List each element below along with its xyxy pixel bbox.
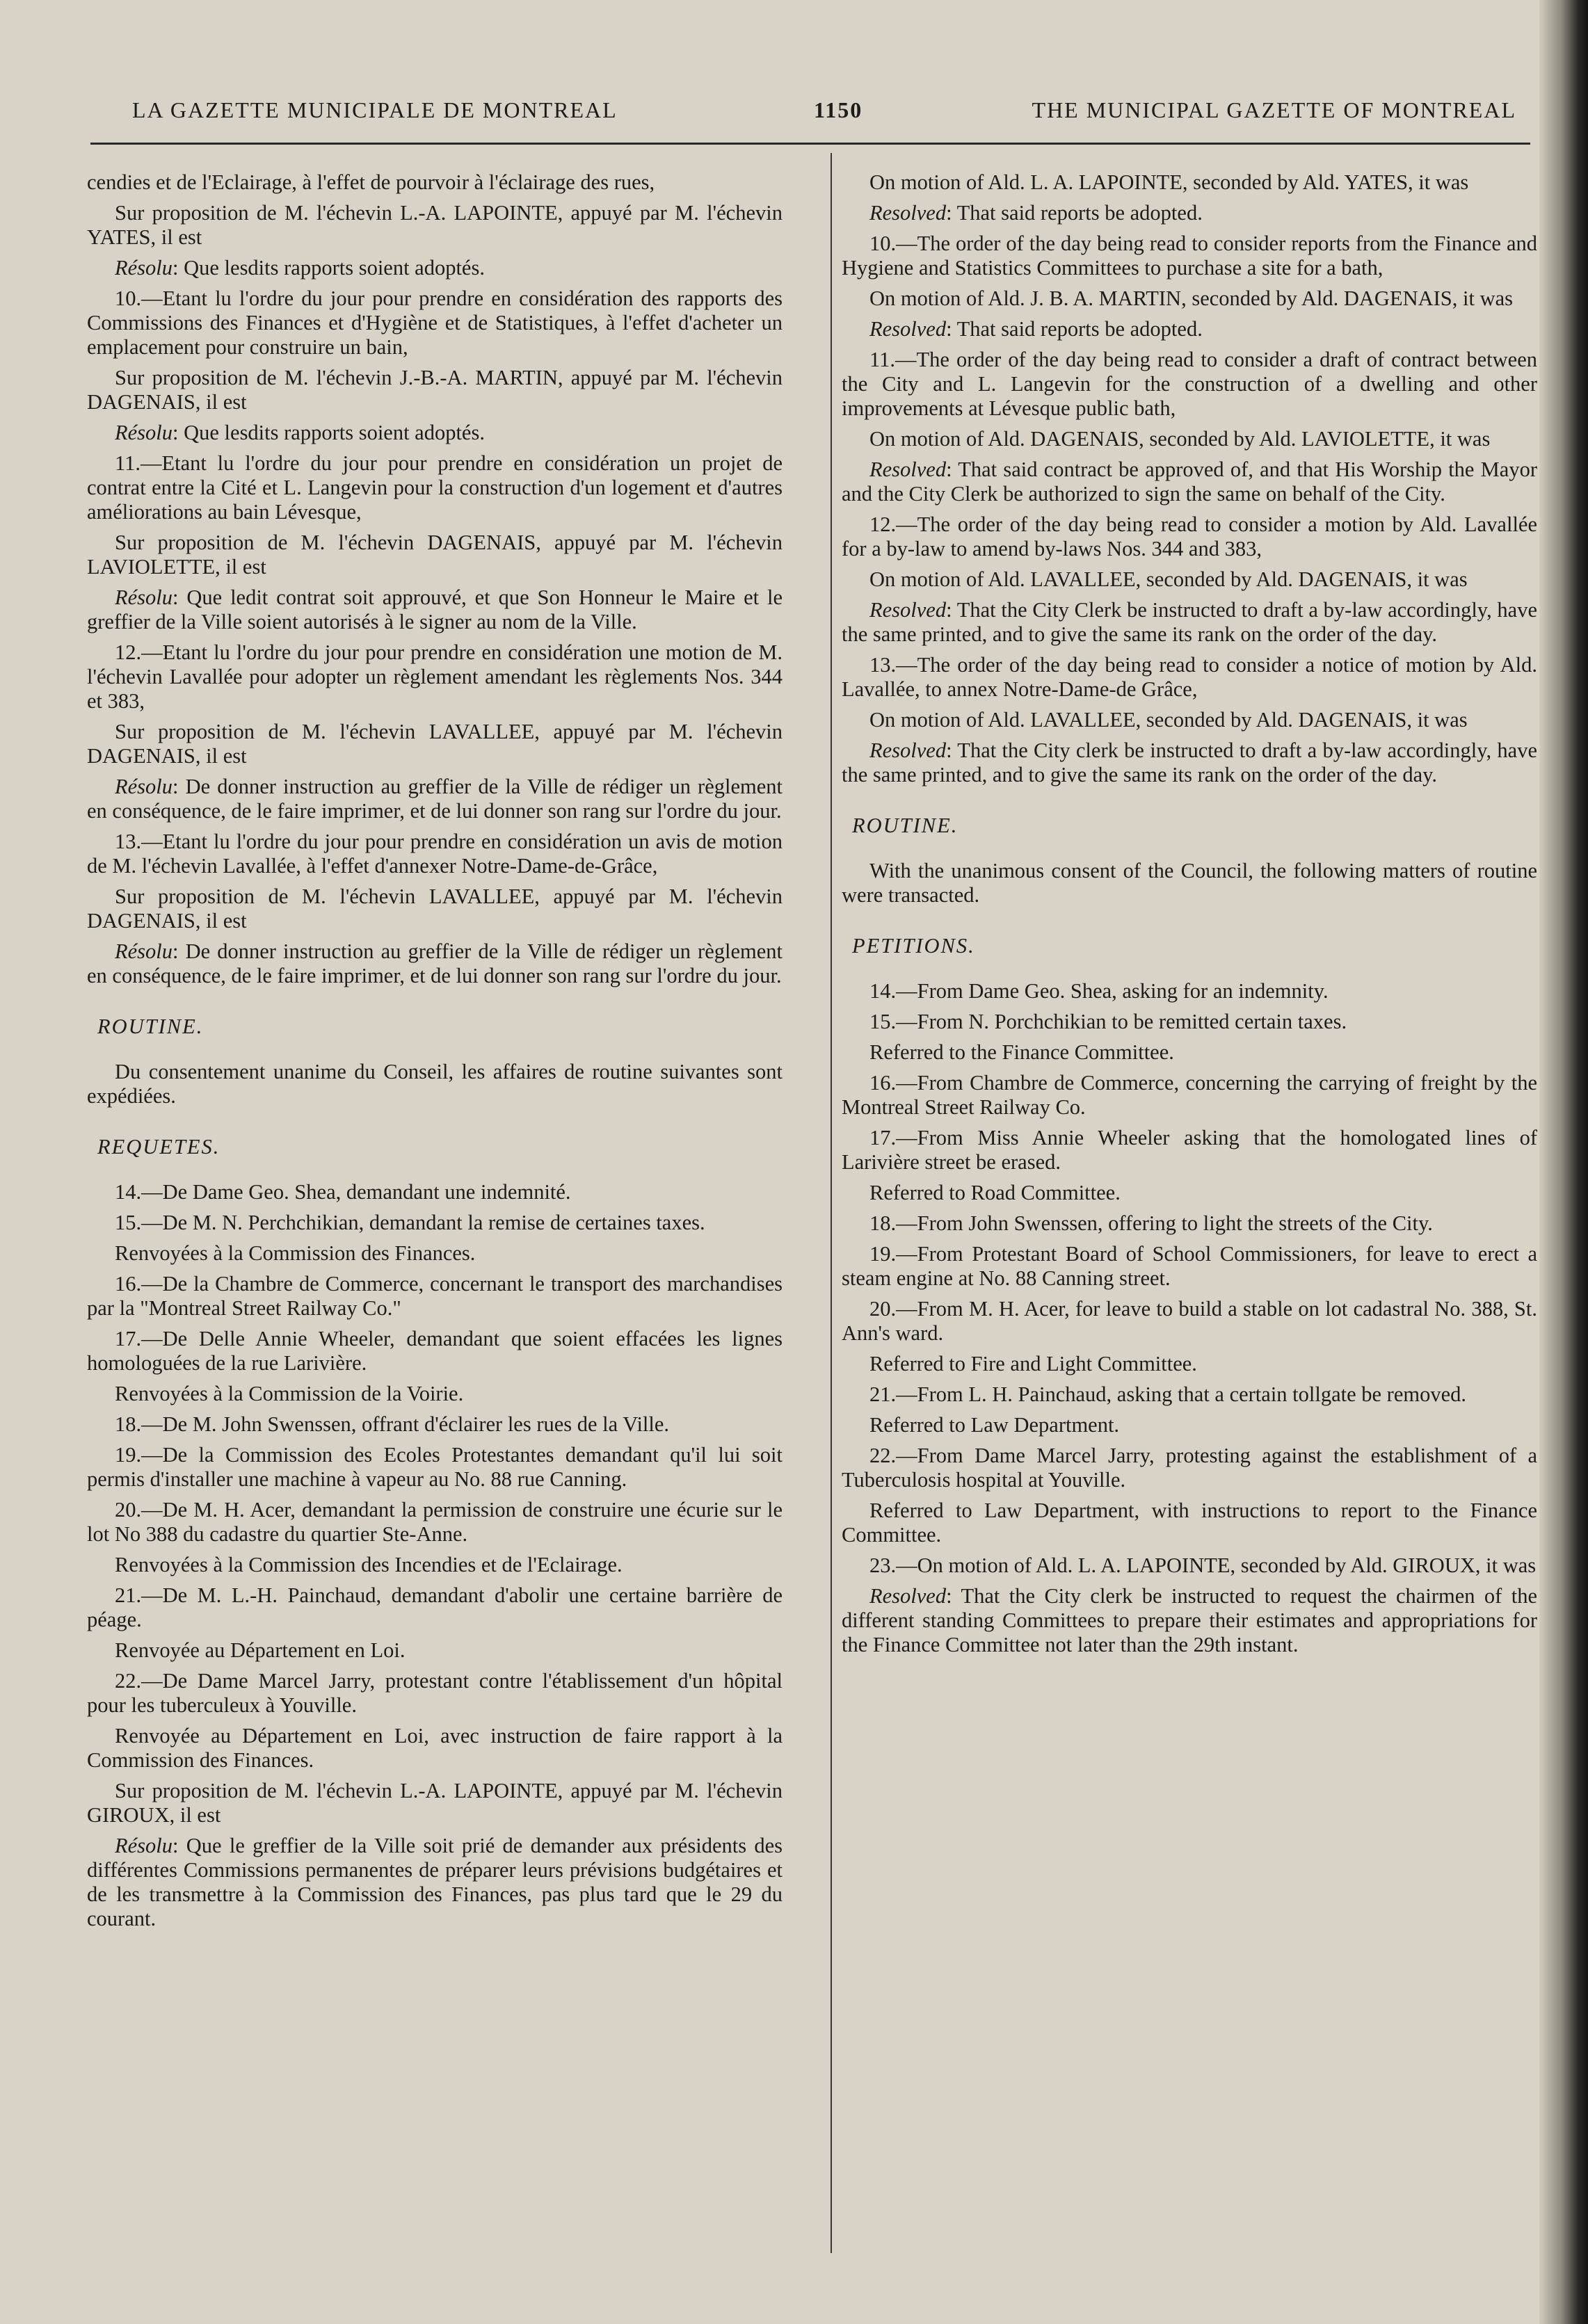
resolution-label: Resolved [869, 598, 947, 622]
header-french-title: LA GAZETTE MUNICIPALE DE MONTREAL [132, 97, 618, 122]
french-paragraph: 17.—De Delle Annie Wheeler, demandant que soient effacées les lignes homologuées de la rue Larivière. [87, 1327, 783, 1375]
english-paragraph: 22.—From Dame Marcel Jarry, protesting against the establishment of a Tuberculosis hospital at Youville. [842, 1444, 1537, 1492]
resolution-label: Résolu [115, 421, 173, 444]
resolution-label: Resolved [869, 201, 947, 225]
resolution-label: Resolved [869, 1584, 947, 1608]
english-section-heading: ROUTINE. [852, 814, 959, 837]
french-section-heading: ROUTINE. [97, 1015, 204, 1038]
english-paragraph: 20.—From M. H. Acer, for leave to build a stable on lot cadastral No. 388, St. Ann's ward. [842, 1297, 1537, 1345]
english-paragraph: 18.—From John Swenssen, offering to light the streets of the City. [869, 1211, 1433, 1235]
resolution-label: Resolved [869, 317, 947, 341]
book-spine-shadow [1539, 0, 1588, 2324]
english-paragraph: 12.—The order of the day being read to consider a motion by Ald. Lavallée for a by-law to amend by-laws Nos. 344 and 383, [842, 513, 1537, 560]
english-paragraph: 23.—On motion of Ald. L. A. LAPOINTE, seconded by Ald. GIROUX, it was [869, 1554, 1537, 1577]
english-paragraph: Referred to Law Department, with instructions to report to the Finance Committee. [842, 1499, 1537, 1547]
resolution-text: : Que lesdits rapports soient adoptés. [173, 256, 485, 280]
french-paragraph: Sur proposition de M. l'échevin J.-B.-A. MARTIN, appuyé par M. l'échevin DAGENAIS, il est [87, 366, 783, 414]
english-paragraph: 21.—From L. H. Painchaud, asking that a certain tollgate be removed. [869, 1382, 1467, 1406]
english-paragraph: 11.—The order of the day being read to consider a draft of contract between the City and L. Langevin for the construction of a dwelling and other improvements at Lévesque public bath, [842, 348, 1537, 420]
resolution-label: Résolu [115, 1834, 173, 1857]
english-paragraph: Referred to Law Department. [869, 1413, 1120, 1437]
french-paragraph: Renvoyées à la Commission de la Voirie. [115, 1382, 464, 1405]
resolution-text: : That said reports be adopted. [946, 317, 1203, 341]
french-paragraph: 16.—De la Chambre de Commerce, concernant le transport des marchandises par la "Montreal Street Railway Co." [87, 1272, 783, 1320]
french-paragraph: 14.—De Dame Geo. Shea, demandant une indemnité. [115, 1180, 571, 1204]
english-section-heading: PETITIONS. [852, 934, 975, 958]
french-resolution [87, 256, 783, 280]
resolution-text: : Que ledit contrat soit approuvé, et que Son Honneur le Maire et le greffier de la Ville soient autorisés à le signer au nom de la Ville. [87, 586, 783, 634]
english-paragraph: On motion of Ald. LAVALLEE, seconded by Ald. DAGENAIS, it was [869, 708, 1468, 732]
resolution-text: : De donner instruction au greffier de la Ville de rédiger un règlement en conséquence, de le faire imprimer, et de lui donner son rang sur l'ordre du jour. [87, 775, 783, 823]
french-paragraph: 13.—Etant lu l'ordre du jour pour prendre en considération un avis de motion de M. l'échevin Lavallée, à l'effet d'annexer Notre-Dame-de-Grâce, [87, 830, 783, 878]
french-paragraph: 20.—De M. H. Acer, demandant la permission de construire une écurie sur le lot No 388 du cadastre du quartier Ste-Anne. [87, 1498, 783, 1546]
resolution-text: : De donner instruction au greffier de la Ville de rédiger un règlement en conséquence, de le faire imprimer, et de lui donner son rang sur l'ordre du jour. [87, 939, 783, 987]
french-paragraph: 19.—De la Commission des Ecoles Protestantes demandant qu'il lui soit permis d'installer une machine à vapeur au No. 88 rue Canning. [87, 1443, 783, 1491]
header-rule [90, 143, 1530, 145]
french-paragraph: Sur proposition de M. l'échevin LAVALLEE, appuyé par M. l'échevin DAGENAIS, il est [87, 720, 783, 768]
resolution-text: : Que le greffier de la Ville soit prié de demander aux présidents des différentes Commissions permanentes de préparer leurs prévisions budgétaires et de les transmettre à la Commission des Finances, pas plus tard que le 29 du courant. [87, 1834, 783, 1930]
english-resolution [842, 739, 1537, 787]
english-column [842, 170, 1537, 1663]
english-paragraph: On motion of Ald. LAVALLEE, seconded by Ald. DAGENAIS, it was [869, 567, 1468, 591]
french-paragraph: Renvoyées à la Commission des Incendies et de l'Eclairage. [115, 1553, 623, 1576]
english-paragraph: 14.—From Dame Geo. Shea, asking for an indemnity. [869, 979, 1329, 1003]
french-paragraph: 21.—De M. L.-H. Painchaud, demandant d'abolir une certaine barrière de péage. [87, 1583, 783, 1631]
french-paragraph: Renvoyées à la Commission des Finances. [115, 1241, 476, 1265]
header-english-title: THE MUNICIPAL GAZETTE OF MONTREAL [1032, 97, 1516, 122]
french-column [87, 170, 783, 1937]
english-paragraph: Referred to the Finance Committee. [869, 1040, 1174, 1064]
french-paragraph: Sur proposition de M. l'échevin DAGENAIS, appuyé par M. l'échevin LAVIOLETTE, il est [87, 531, 783, 579]
english-paragraph: 13.—The order of the day being read to consider a notice of motion by Ald. Lavallée, to annex Notre-Dame-de Grâce, [842, 653, 1537, 701]
page-number: 1150 [814, 97, 863, 122]
french-paragraph: Sur proposition de M. l'échevin L.-A. LAPOINTE, appuyé par M. l'échevin YATES, il est [87, 201, 783, 249]
english-paragraph: On motion of Ald. J. B. A. MARTIN, seconded by Ald. DAGENAIS, it was [869, 287, 1514, 310]
french-paragraph: Du consentement unanime du Conseil, les affaires de routine suivantes sont expédiées. [87, 1060, 783, 1108]
french-resolution [87, 1834, 783, 1931]
english-paragraph: Referred to Fire and Light Committee. [869, 1352, 1197, 1375]
english-paragraph: 10.—The order of the day being read to consider reports from the Finance and Hygiene and Statistics Committees to purchase a site for a bath, [842, 232, 1537, 280]
resolution-text: : That the City clerk be instructed to draft a by-law accordingly, have the same printed, and to give the same its rank on the order of the day. [842, 739, 1537, 786]
french-resolution [87, 939, 783, 988]
english-paragraph: 19.—From Protestant Board of School Commissioners, for leave to erect a steam engine at No. 88 Canning street. [842, 1242, 1537, 1290]
french-section-heading: REQUETES. [97, 1135, 220, 1159]
resolution-label: Resolved [869, 739, 947, 762]
french-paragraph: 15.—De M. N. Perchchikian, demandant la remise de certaines taxes. [115, 1211, 705, 1234]
english-paragraph: 17.—From Miss Annie Wheeler asking that the homologated lines of Larivière street be erased. [842, 1126, 1537, 1174]
english-paragraph: On motion of Ald. L. A. LAPOINTE, seconded by Ald. YATES, it was [869, 170, 1469, 194]
resolution-text: : That the City Clerk be instructed to draft a by-law accordingly, have the same printed, and to give the same its rank on the order of the day. [842, 598, 1537, 646]
resolution-label: Résolu [115, 775, 173, 798]
french-paragraph: cendies et de l'Eclairage, à l'effet de pourvoir à l'éclairage des rues, [87, 170, 655, 194]
english-resolution [842, 458, 1537, 506]
french-resolution [87, 775, 783, 823]
resolution-label: Resolved [869, 458, 947, 481]
english-paragraph: 15.—From N. Porchchikian to be remitted certain taxes. [869, 1010, 1347, 1033]
english-paragraph: On motion of Ald. DAGENAIS, seconded by Ald. LAVIOLETTE, it was [869, 427, 1491, 451]
french-paragraph: Sur proposition de M. l'échevin LAVALLEE, appuyé par M. l'échevin DAGENAIS, il est [87, 885, 783, 933]
english-resolution [842, 317, 1537, 341]
page-header [132, 97, 1516, 139]
french-resolution [87, 586, 783, 634]
english-paragraph: Referred to Road Committee. [869, 1181, 1121, 1204]
resolution-text: : That said reports be adopted. [946, 201, 1203, 225]
french-resolution [87, 421, 783, 445]
french-paragraph: Renvoyée au Département en Loi, avec instruction de faire rapport à la Commission des Finances. [87, 1724, 783, 1772]
french-paragraph: Renvoyée au Département en Loi. [115, 1638, 406, 1662]
french-paragraph: 12.—Etant lu l'ordre du jour pour prendre en considération une motion de M. l'échevin Lavallée pour adopter un règlement amendant les règlements Nos. 344 et 383, [87, 640, 783, 713]
resolution-text: : Que lesdits rapports soient adoptés. [173, 421, 485, 444]
english-resolution [842, 598, 1537, 647]
french-paragraph: 10.—Etant lu l'ordre du jour pour prendre en considération des rapports des Commissions des Finances et d'Hygiène et de Statistiques, à l'effet d'acheter un emplacement pour construire un bain, [87, 287, 783, 359]
resolution-label: Résolu [115, 586, 173, 609]
resolution-text: : That the City clerk be instructed to request the chairmen of the different standing Committees to prepare their estimates and appropriations for the Finance Committee not later than the 29th instant. [842, 1584, 1537, 1656]
column-divider [831, 153, 832, 2253]
french-paragraph: 18.—De M. John Swenssen, offrant d'éclairer les rues de la Ville. [115, 1412, 670, 1436]
resolution-label: Résolu [115, 256, 173, 280]
french-paragraph: 22.—De Dame Marcel Jarry, protestant contre l'établissement d'un hôpital pour les tuberculeux à Youville. [87, 1669, 783, 1717]
french-paragraph: Sur proposition de M. l'échevin L.-A. LAPOINTE, appuyé par M. l'échevin GIROUX, il est [87, 1779, 783, 1827]
resolution-text: : That said contract be approved of, and that His Worship the Mayor and the City Clerk be authorized to sign the same on behalf of the City. [842, 458, 1537, 506]
resolution-label: Résolu [115, 939, 173, 963]
english-resolution [842, 201, 1537, 225]
english-paragraph: With the unanimous consent of the Council, the following matters of routine were transacted. [842, 859, 1537, 907]
english-resolution [842, 1584, 1537, 1657]
french-paragraph: 11.—Etant lu l'ordre du jour pour prendre en considération un projet de contrat entre la Cité et L. Langevin pour la construction d'un logement et d'autres améliorations au bain Lévesque, [87, 451, 783, 524]
english-paragraph: 16.—From Chambre de Commerce, concerning the carrying of freight by the Montreal Street Railway Co. [842, 1071, 1537, 1119]
